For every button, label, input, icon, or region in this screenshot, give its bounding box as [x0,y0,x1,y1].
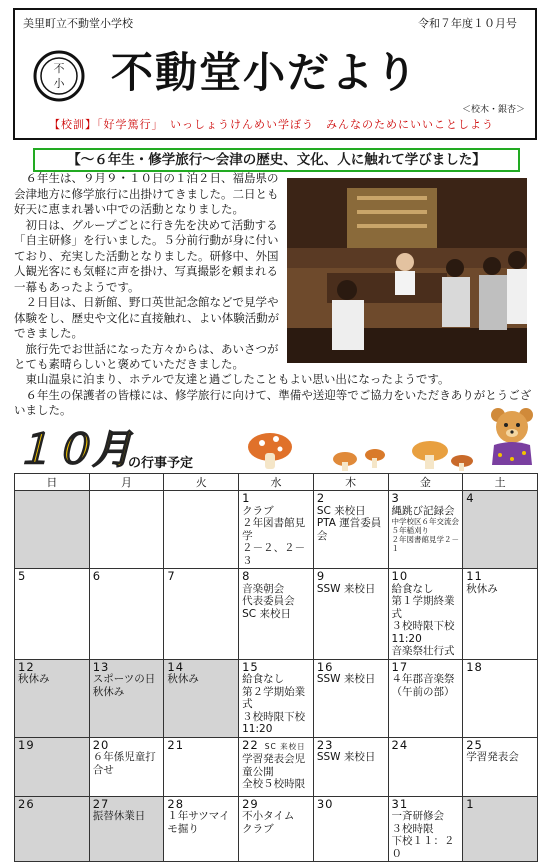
calendar-event: 11:20 [242,723,273,735]
day-number: 19 [18,737,35,752]
calendar-event: SC 来校日 [242,607,291,620]
calendar-event: PTA 運営委員会 [316,517,382,542]
calendar-event: 下校１１：２０ [391,835,455,860]
calendar-day-cell [313,659,388,737]
calendar-event: 縄跳び記録会 [391,504,455,517]
article-paragraph: ６年生は、９月９・１０日の１泊２日、福島県の会津地方に修学旅行に出掛けてきました。二日とも好天に恵まれ暑い中での活動となりました。 [14,171,279,216]
calendar-day-cell [15,491,90,569]
calendar-day-cell [89,569,164,660]
calendar-event: ６年係児童打合せ [92,751,156,776]
day-number: 8 [242,569,251,583]
weekday-sat: 土 [463,474,538,491]
weekday-wed: 水 [239,474,314,491]
svg-text:小: 小 [53,77,65,90]
calendar-day-cell [313,491,388,569]
calendar-week-row [15,659,538,737]
article-paragraph: 初日は、グループごとに行き先を決めて活動する「自主研修」を行いました。５分前行動が身に付いており、充実した活動となりました。研修中、外国人観光客にも気軽に声を掛け、写真撮影を頼まれる一幕もあったようです。 [14,217,279,294]
school-name: 美里町立不動堂小学校 [23,17,133,30]
day-tag: SC 来校日 [264,741,306,751]
school-tree-note: ＜校木・銀杏＞ [461,105,525,115]
calendar-day-cell [463,737,538,796]
article-body-full [14,372,534,419]
article-body [14,171,288,373]
calendar-event-small: 中学校区６年交流会 [391,517,460,526]
bear-mascot-icon [486,405,538,467]
day-number-row [242,739,310,754]
calendar-day-cell [388,796,463,862]
day-number: 15 [242,659,259,674]
calendar-event: 一斉研修会 [391,810,445,822]
header-box [13,8,537,140]
day-number: 26 [18,796,35,811]
calendar-day-cell [463,659,538,737]
calendar-day-cell [463,491,538,569]
calendar-week-row [15,569,538,660]
calendar-event: 秋休み [167,673,199,685]
day-number: 1 [242,491,251,505]
calendar-event: クラブ [242,504,274,517]
calendar-day-cell [463,796,538,862]
calendar-day-cell [89,796,164,862]
calendar-event: 秋休み [466,582,498,595]
calendar-day-cell [15,737,90,796]
calendar-event: 音楽朝会 [242,582,285,595]
calendar-event: SSW 来校日 [316,751,376,763]
day-number: 10 [391,569,409,583]
calendar-event: SSW 来校日 [316,673,376,685]
calendar-event: 全校５校時限 [242,778,306,790]
day-number: 30 [316,796,334,811]
calendar-event: 不小タイム [242,810,295,822]
field-trip-photo [287,178,527,363]
calendar-event: 学習発表会 [466,751,519,763]
day-number: 6 [92,569,102,583]
svg-text:不: 不 [53,62,65,75]
article-paragraph: 東山温泉に泊まり、ホテルで友達と過ごしたこともよい思い出になったようです。 [25,372,450,386]
calendar-event: ２年図書館見学 [242,517,306,542]
day-number: 24 [391,737,409,752]
calendar-event: 第１学期終業式 [391,595,455,620]
calendar-day-cell [164,569,239,660]
calendar-day-cell [388,491,463,569]
calendar-event: SSW 来校日 [316,582,376,595]
calendar-subtitle: の行事予定 [128,456,194,471]
calendar-event: ３校時限下校 [242,710,306,723]
calendar-day-cell [239,659,314,737]
day-number: 22 [242,737,259,752]
school-emblem-icon [33,50,85,102]
calendar-event: 学習発表会児童公開 [242,753,306,778]
calendar-day-cell [239,491,314,569]
day-number: 18 [466,659,483,674]
calendar-event: 第２学期始業式 [242,685,306,710]
calendar-day-cell [164,659,239,737]
calendar-event: 給食なし [242,673,285,685]
weekday-sun: 日 [15,474,90,491]
calendar-header-row [15,474,538,491]
day-number: 2 [316,491,326,505]
calendar-day-cell [89,659,164,737]
calendar-event: 11:20 [391,632,422,645]
day-number: 29 [242,796,259,811]
calendar-day-cell [239,737,314,796]
calendar-event-small: ２年図書館見学２－１ [391,535,460,553]
day-number: 12 [18,659,35,674]
mushroom-decoration-icon [240,425,480,473]
day-number: 23 [316,737,334,752]
calendar-event: 給食なし [391,582,434,595]
calendar-week-row [15,737,538,796]
day-number: 28 [167,796,185,811]
day-number: 5 [18,569,27,583]
calendar-event: SC 来校日 [316,504,366,517]
day-number: 14 [167,659,185,674]
day-number: 9 [316,569,326,583]
day-number: 11 [466,569,483,583]
weekday-thu: 木 [313,474,388,491]
calendar-event: ３校時限 [391,822,434,835]
calendar-day-cell [239,569,314,660]
calendar-event: （午前の部） [391,685,455,698]
article-paragraph: ６年生の保護者の皆様には、修学旅行に向けて、準備や送迎等でご協力をいただきありがとうございました。 [14,387,532,417]
calendar-day-cell [313,796,388,862]
day-number: 25 [466,737,483,752]
calendar-week-row [15,796,538,862]
calendar-week-row [15,491,538,569]
calendar-day-cell [15,796,90,862]
calendar-day-cell [239,796,314,862]
day-number: 21 [167,737,185,752]
calendar-event: スポーツの日 [92,673,156,685]
calendar-event: １年サツマイモ掘り [167,810,230,835]
calendar-day-cell [463,569,538,660]
calendar-event: 秋休み [18,673,50,685]
calendar-day-cell [15,659,90,737]
article-paragraph: ２日目は、日新館、野口英世記念館などで見学や体験をし、歴史や文化に直接触れ、よい体験活動ができました。 [14,295,280,340]
events-calendar [14,473,538,862]
calendar-day-cell [15,569,90,660]
calendar-event: 秋休み [92,685,125,698]
calendar-day-cell [164,796,239,862]
day-number: 20 [92,737,110,752]
calendar-day-cell [89,491,164,569]
calendar-day-cell [313,737,388,796]
day-number: 13 [92,659,110,674]
calendar-event: 代表委員会 [242,595,295,607]
issue-label: 令和７年度１０月号 [418,17,517,30]
day-number: 3 [391,491,400,505]
day-number: 16 [316,659,334,674]
calendar-event: 音楽祭壮行式 [391,645,455,657]
calendar-event: クラブ [242,822,274,835]
day-number: 27 [92,796,110,811]
calendar-day-cell [164,737,239,796]
calendar-event-small: ５年稲刈り [391,526,430,535]
article-paragraph: 旅行先でお世話になった方々からは、あいさつがとても素晴らしいと褒めていただきました。 [14,341,279,371]
day-number: 17 [391,659,409,674]
weekday-fri: 金 [388,474,463,491]
weekday-mon: 月 [89,474,164,491]
calendar-event: 振替休業日 [92,810,146,822]
day-number: 4 [466,491,475,505]
calendar-day-cell [388,569,463,660]
calendar-event: ４年郡音楽祭 [391,673,455,685]
calendar-day-cell [388,659,463,737]
day-number: 7 [167,569,176,583]
calendar-day-cell [313,569,388,660]
day-number: 31 [391,796,409,811]
calendar-day-cell [164,491,239,569]
article-headline: 【～６年生・修学旅行～会津の歴史、文化、人に触れて学びました】 [33,148,520,172]
school-motto: 【校訓】「好学篤行」 いっしょうけんめい学ぼう みんなのためにいいことしよう [49,118,494,131]
calendar-event: ３校時限下校 [391,620,455,632]
calendar-event: ２－２、２－３ [242,542,306,567]
calendar-day-cell [89,737,164,796]
calendar-month-title: １０月 [14,427,131,473]
newsletter-title: 不動堂小だより [111,48,420,97]
day-number: 1 [466,796,475,811]
calendar-day-cell [388,737,463,796]
weekday-tue: 火 [164,474,239,491]
